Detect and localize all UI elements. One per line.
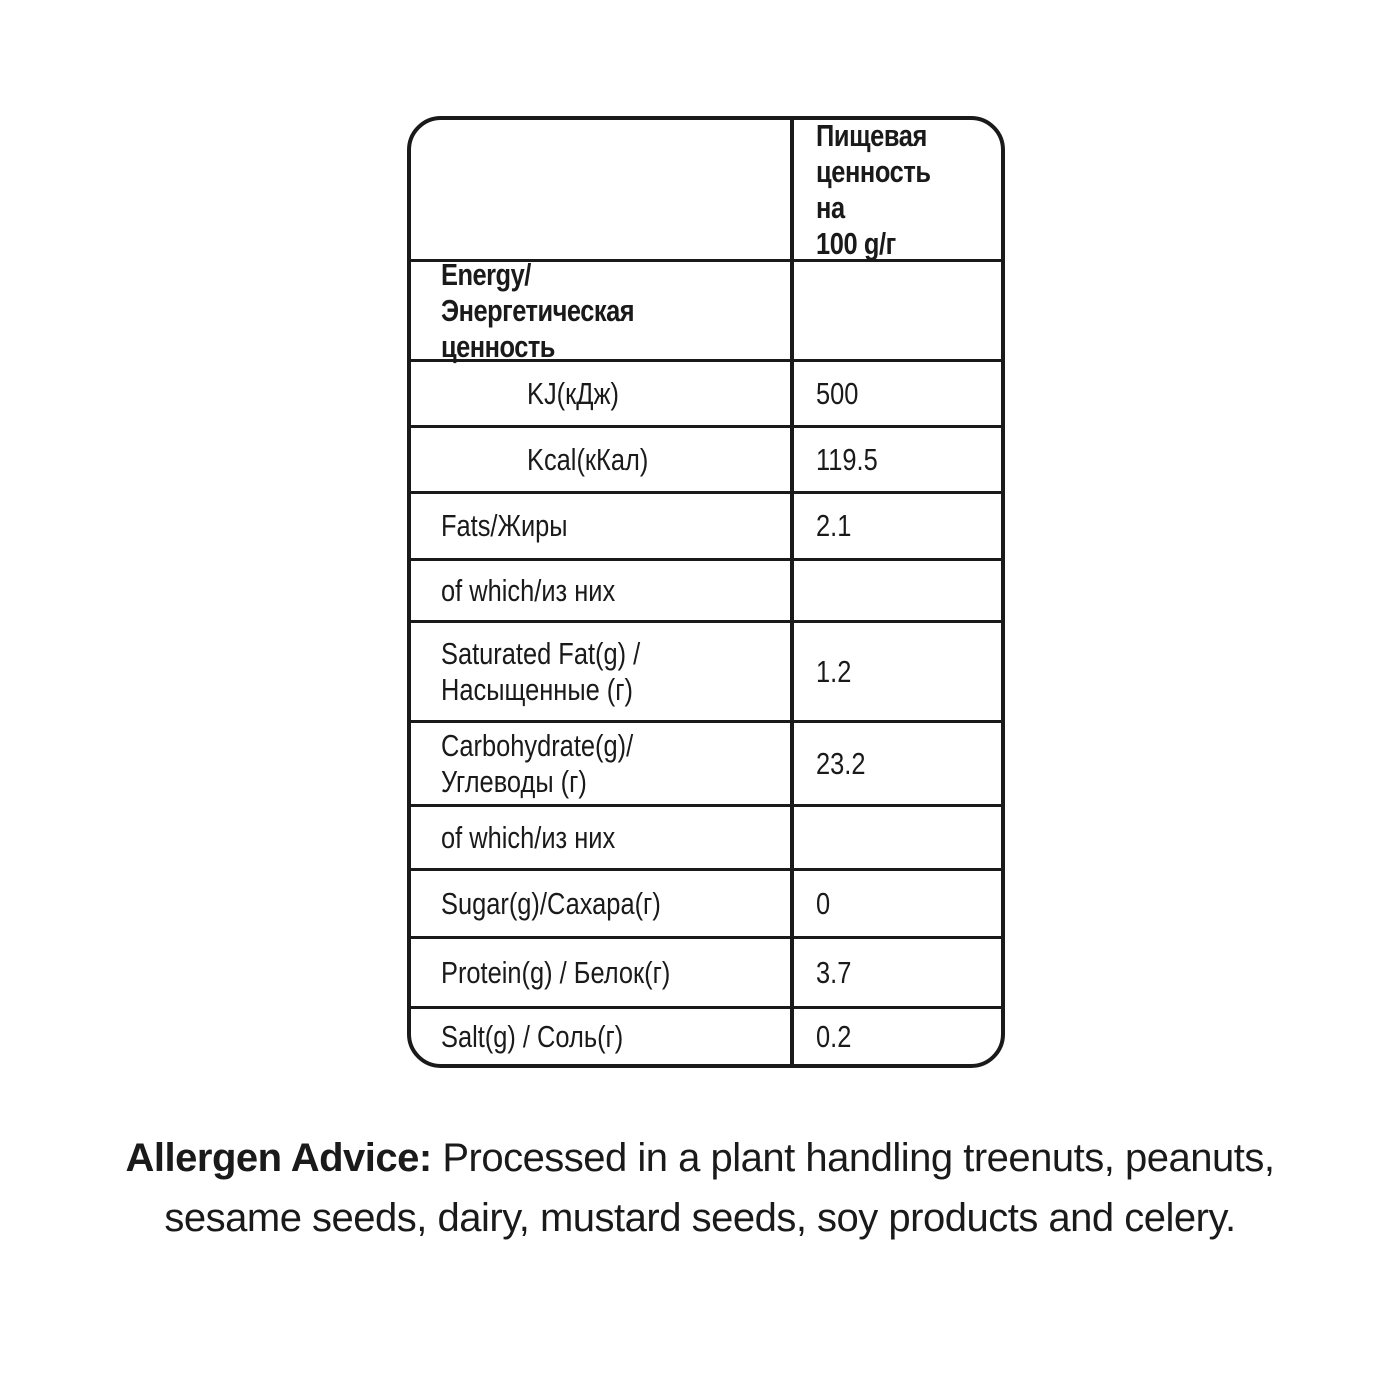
row-label-saturated-fat: Saturated Fat(g) / Насыщенные (г) <box>441 635 641 707</box>
energy-value-cell <box>794 262 1001 362</box>
table-row-label <box>411 494 794 561</box>
row-value-saturated-fat: 1.2 <box>816 653 852 689</box>
table-row-value <box>794 623 1001 723</box>
allergen-text: Processed in a plant handling treenuts, peanuts, sesame seeds, dairy, mustard seeds, soy products and celery. <box>164 1136 1275 1240</box>
table-row-value <box>794 561 1001 623</box>
row-label-kcal: Kcal(кКал) <box>527 441 649 477</box>
row-label-of-which-fats: of which/из них <box>441 572 616 608</box>
table-row-label <box>411 807 794 871</box>
table-row-value <box>794 939 1001 1009</box>
table-row-label <box>411 362 794 428</box>
table-row-value <box>794 807 1001 871</box>
table-row-value <box>794 1009 1001 1064</box>
row-label-sugar: Sugar(g)/Сахара(г) <box>441 885 661 921</box>
table-row-value <box>794 494 1001 561</box>
table-row-label <box>411 561 794 623</box>
table-row-label <box>411 623 794 723</box>
row-value-kj: 500 <box>816 375 859 411</box>
table-row-label <box>411 871 794 939</box>
row-label-salt: Salt(g) / Соль(г) <box>441 1018 624 1054</box>
table-row-label <box>411 1009 794 1064</box>
table-row-label <box>411 939 794 1009</box>
allergen-advice <box>60 1128 1340 1248</box>
row-value-fats: 2.1 <box>816 508 852 543</box>
row-label-of-which-carbs: of which/из них <box>441 819 616 855</box>
energy-label-text: Energy/Энергетическая ценность <box>441 256 635 364</box>
table-row-value <box>794 723 1001 807</box>
row-value-protein: 3.7 <box>816 954 852 990</box>
row-label-carbohydrate: Carbohydrate(g)/ Углеводы (г) <box>441 727 634 799</box>
table-row-value <box>794 871 1001 939</box>
row-value-salt: 0.2 <box>816 1018 852 1054</box>
allergen-label: Allergen Advice: <box>125 1136 432 1180</box>
row-label-kj: KJ(кДж) <box>527 375 619 411</box>
row-label-protein: Protein(g) / Белок(г) <box>441 954 671 990</box>
table-row-value <box>794 362 1001 428</box>
header-value-text: Пищевая ценность на 100 g/г <box>816 117 931 261</box>
row-value-kcal: 119.5 <box>816 441 878 477</box>
table-row-label <box>411 723 794 807</box>
header-value-cell <box>794 117 1001 262</box>
header-empty-cell <box>411 120 794 262</box>
nutrition-table <box>407 116 1005 1068</box>
table-row-value <box>794 428 1001 494</box>
row-label-fats: Fats/Жиры <box>441 508 568 543</box>
table-row-label <box>411 428 794 494</box>
energy-label-cell <box>411 256 794 364</box>
row-value-sugar: 0 <box>816 885 831 921</box>
row-value-carbohydrate: 23.2 <box>816 745 866 781</box>
